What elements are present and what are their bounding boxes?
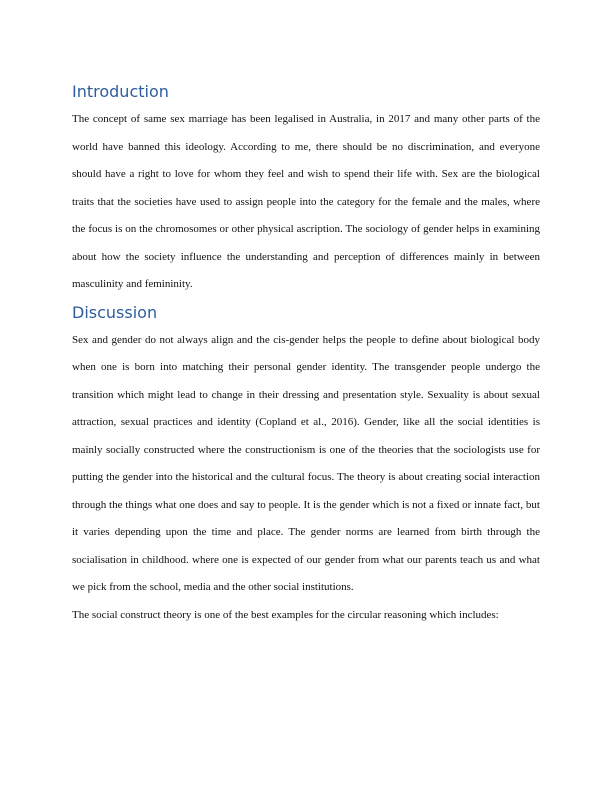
section-heading-introduction: Introduction bbox=[72, 82, 169, 101]
paragraph-introduction: The concept of same sex marriage has been legalised in Australia, in 2017 and many other parts of the world have banned this ideology. According to me, there should be no discrimination, and everyone should have a right to love for whom they feel and wish to spend their life with. Sex are the biological traits that the societies have used to assign people into the category for the female and the males, where the focus is on the chromosomes or other physical ascription. The sociology of gender helps in examining about how the society influence the understanding and perception of differences mainly in between masculinity and femininity. bbox=[72, 113, 540, 290]
paragraph-discussion-1: Sex and gender do not always align and the cis-gender helps the people to define about biological body when one is born into matching their personal gender identity. The transgender people undergo the transition which might lead to change in their dressing and presentation style. Sexuality is about sexual attraction, sexual practices and identity (Copland et al., 2016). Gender, like all the social identities is mainly socially constructed where the constructionism is one of the theories that the sociologists use for putting the gender into the historical and the cultural focus. The theory is about creating social interaction through the things what one does and say to people. It is the gender which is not a fixed or innate fact, but it varies depending upon the time and place. The gender norms are learned from birth through the socialisation in childhood. where one is expected of our gender from what our parents teach us and what we pick from the school, media and the other social institutions. bbox=[72, 333, 540, 593]
section-heading-discussion: Discussion bbox=[72, 302, 158, 322]
page-content bbox=[72, 78, 540, 629]
paragraph-discussion-2: The social construct theory is one of the best examples for the circular reasoning which includes: bbox=[72, 608, 499, 621]
